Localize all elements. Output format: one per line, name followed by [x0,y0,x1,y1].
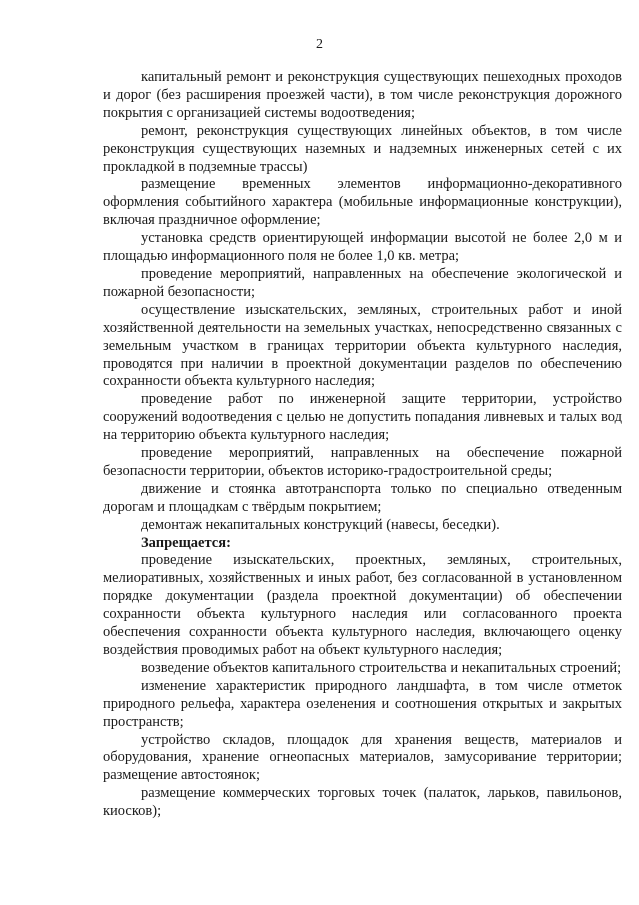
page-number: 2 [316,37,323,52]
paragraph: устройство складов, площадок для хранения веществ, материалов и оборудования, хранение огнеопасных материалов, замусоривание территории; размещение автостоянок; [103,731,622,784]
paragraph: возведение объектов капитального строительства и некапитальных строений; [141,659,622,676]
paragraph: осуществление изыскательских, земляных, строительных работ и иной хозяйственной деятельности на земельных участках, непосредственно связанных с земельным участком в границах территории объекта культурного наследия, проводятся при наличии в проектной документации разделов по обеспечению сохранности объекта культурного наследия; [103,301,622,390]
paragraph: капитальный ремонт и реконструкция существующих пешеходных проходов и дорог (без расширения проезжей части), в том числе реконструкция дорожного покрытия с организацией системы водоотведения; [103,69,622,121]
paragraph: установка средств ориентирующей информации высотой не более 2,0 м и площадью информационного поля не более 1,0 кв. метра; [103,230,622,265]
paragraph: проведение работ по инженерной защите территории, устройство сооружений водоотведения с целью не допустить попадания ливневых и талых вод на территорию объекта культурного наследия; [103,391,622,444]
section-heading-prohibited: Запрещается: [141,534,231,551]
paragraph: проведение мероприятий, направленных на обеспечение экологической и пожарной безопасности; [103,265,622,300]
paragraph: ремонт, реконструкция существующих линейных объектов, в том числе реконструкция существующих наземных и надземных инженерных сетей с их прокладкой в подземные трассы) [103,122,622,175]
paragraph: демонтаж некапитальных конструкций (навесы, беседки). [141,516,500,533]
paragraph: проведение изыскательских, проектных, земляных, строительных, мелиоративных, хозяйственных и иных работ, без согласованной в установленном порядке документации (раздела проектной документации) об обеспечении сохранности объекта культурного наследия или согласованного проекта обеспечения сохранности объекта культурного наследия, включающего оценку воздействия проводимых работ на объект культурного наследия; [103,552,622,658]
paragraph: размещение временных элементов информационно-декоративного оформления событийного характера (мобильные информационные конструкции), включая праздничное оформление; [103,176,622,229]
paragraph: изменение характеристик природного ландшафта, в том числе отметок природного рельефа, характера озеленения и соотношения открытых и закрытых пространств; [103,677,622,730]
paragraph: проведение мероприятий, направленных на обеспечение пожарной безопасности территории, объектов историко-градостроительной среды; [103,445,622,479]
paragraph: движение и стоянка автотранспорта только по специально отведенным дорогам и площадкам с твёрдым покрытием; [103,480,622,515]
paragraph: размещение коммерческих торговых точек (палаток, ларьков, павильонов, киосков); [103,785,622,820]
document-body [103,69,622,821]
